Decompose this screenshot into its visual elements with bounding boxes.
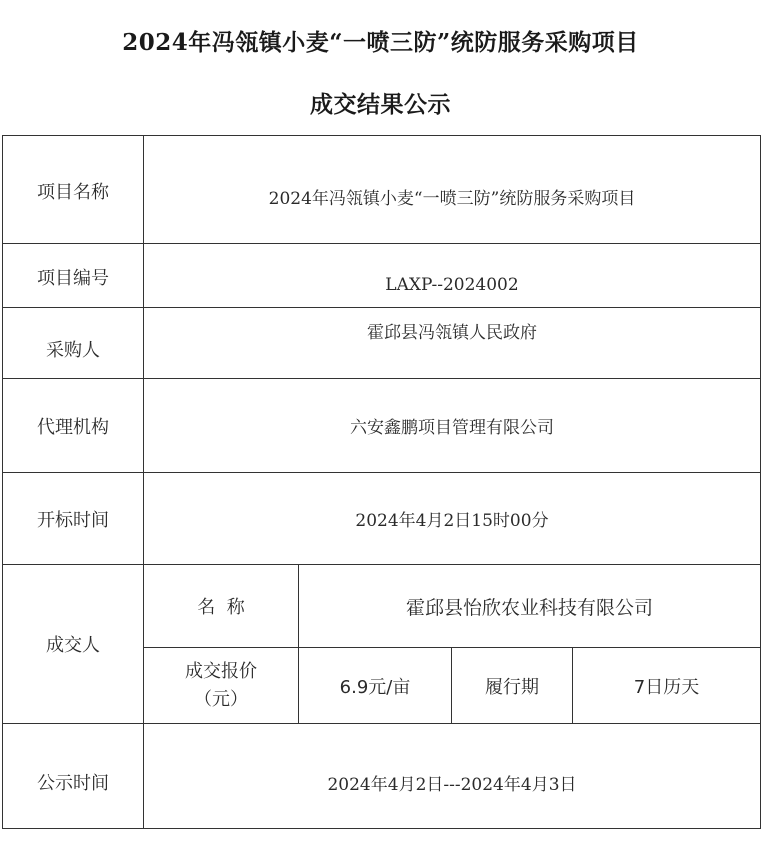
project-name-value: 2024年冯瓴镇小麦“一喷三防”统防服务采购项目 — [268, 189, 636, 209]
publicity-period-value: 2024年4月2日---2024年4月3日 — [327, 774, 577, 795]
winner-price-label — [144, 648, 298, 723]
winner-name-value: 霍邱县怡欣农业科技有限公司 — [405, 596, 653, 619]
purchaser-label: 采购人 — [46, 340, 100, 361]
bid-opening-time-label: 开标时间 — [37, 509, 109, 531]
winner-label: 成交人 — [46, 635, 100, 656]
winner-term-label: 履行期 — [485, 676, 539, 698]
agency-value: 六安鑫鹏项目管理有限公司 — [350, 418, 554, 438]
winner-price-label-line1: 成交报价 — [185, 660, 257, 682]
project-number-label: 项目编号 — [37, 268, 109, 289]
project-number-value: LAXP--2024002 — [385, 274, 519, 295]
publicity-period-label: 公示时间 — [37, 773, 109, 794]
winner-name-label: 名 称 — [197, 597, 245, 618]
winner-price-label-line2: （元） — [194, 688, 248, 710]
document-subtitle: 成交结果公示 — [310, 91, 451, 118]
document-title: 2024年冯瓴镇小麦“一喷三防”统防服务采购项目 — [122, 29, 639, 56]
agency-label: 代理机构 — [37, 416, 109, 438]
winner-term-value: 7日历天 — [633, 676, 700, 698]
bid-opening-time-value: 2024年4月2日15时00分 — [355, 511, 549, 531]
project-name-label: 项目名称 — [37, 182, 109, 203]
winner-price-value: 6.9元/亩 — [339, 676, 411, 698]
purchaser-value: 霍邱县冯瓴镇人民政府 — [367, 322, 537, 343]
